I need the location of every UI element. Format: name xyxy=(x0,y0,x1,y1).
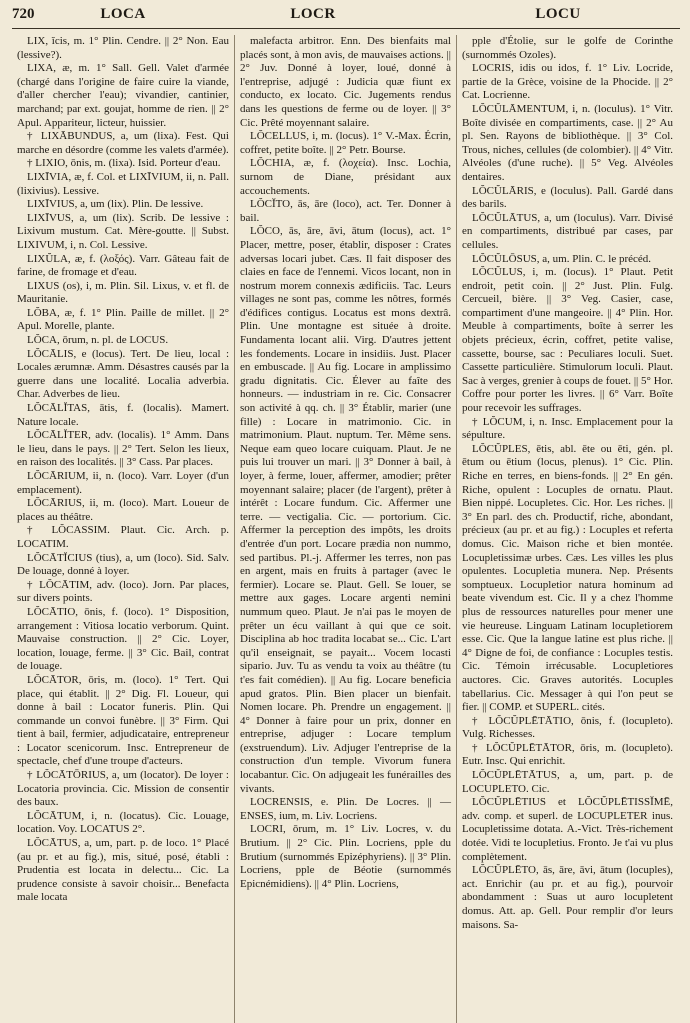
dictionary-entry: LŎCŬPLĒTĀTUS, a, um, part. p. de LOCUPLETO. Cic. xyxy=(462,769,673,795)
dictionary-entry: LŎCĀLIS, e (locus). Tert. De lieu, local : Locales ærumnæ. Amm. Désastres causés par la guerre dans une localité. Localia adverbia. Char. Adverbes de lieu. xyxy=(17,347,229,401)
page-header xyxy=(12,6,680,29)
column-left xyxy=(12,35,234,1023)
dictionary-entry: LŎCŬPLĒTO, ās, āre, āvi, ātum (locuples), act. Enrichir (au pr. et au fig.), pourvoir abondamment : Suas ut auro locupletent domus. Att. ap. Gell. Pour remplir d'or leurs maisons. Sa- xyxy=(462,864,673,931)
dictionary-entry: LŎCO, ās, āre, āvi, ātum (locus), act. 1° Placer, mettre, poser, établir, disposer : Crates adversas locari jubet. Cæs. Il fait disposer des claies en face de l'ennemi. Vicos locant, non in nostrum morem connexis ædificiis. Tac. Leurs villages ne sont pas, comme les nôtres, formés d'édifices contigus. Locatus est mons dextrâ. Plin. Une montagne est située à droite. Fundamenta locant alii. Virg. D'autres jettent les fondements. Locare in insidiis. Just. Placer en embuscade. || Au fig. Locare in amplissimo gradu dignitatis. Cic. Élever au faîte des honneurs. — industriam in re. Cic. Consacrer son activité à qq. ch. || 3° Établir, marier (une fille) : Locare in matrimonio. Cic. in matrimonium. Plaut. nuptum. Ter. Même sens. Neque eam queo locare cuiquam. Plaut. Je ne puis lui trouver un mari. || 3° Donner à bail, à loyer, à ferme, louer, affermer, amodier; prêter moyennant salaire; placer (de l'argent), prêter à intérêt : Locare fundum. Cic. Affermer une terre. — vectigalia. Cic. — portorium. Cic. Affermer la perception des impôts, les droits d'entrée d'un port. Locare prædia non nummo, sed partibus. Pl.-j. Affermer les terres, non pas en argent, mais en fruits à partager (avec le fermier). Locare se. Plaut. Gell. Se louer, se mettre aux gages. Locare argenti nemini nummum queo. Plaut. Je n'ai pas le moyen de prêter un écu vaillant à qui que ce soit. Disciplina ab hoc tradita locabat se... Cic. L'art qu'il enseignait, se payait... Vocem locasti sipario. Juv. Tu as vendu ta voix au théâtre (tu t'es fait comédien). || Au fig. Locare beneficia apud gratos. Plin. Bien placer un bienfait. Nomen locare. Ph. Prendre un engagement. || 4° Donner à faire pour un prix, donner en entreprise, adjuger : Locare templum (exstruendum). Liv. Adjuger l'entreprise de la construction d'un temple. Vivorum funera locabantur. Cic. On adjugeait les funérailles des vivants. xyxy=(240,225,451,795)
dictionary-entry: † LŎCUM, i, n. Insc. Emplacement pour la sépulture. xyxy=(462,415,673,442)
dictionary-entry: LŎCĀTUM, i, n. (locatus). Cic. Louage, location. Voy. LOCATUS 2°. xyxy=(17,809,229,836)
dictionary-entry: LŎCŬLUS, i, m. (locus). 1° Plaut. Petit endroit, petit coin. || 2° Just. Plin. Fulg. Cercueil, bière. || 3° Veg. Casier, case, compartiment d'une mangeoire. || 4° Plin. Hor. Meuble à compartiments, boîte à serrer les objets précieux, écrin, coffret, petite valise, cassette, bourse, sac : Peculiares loculi. Suet. Cassette particulière. Stimulorum loculi. Plaut. Sac à verges, grenier à coups de fouet. || 5° Hor. Coffre pour porter les livres. || 6° Varr. Boîte pour recevoir les suffrages. xyxy=(462,266,673,415)
dictionary-entry: pple d'Étolie, sur le golfe de Corinthe (surnommés Ozoles). xyxy=(462,35,673,61)
dictionary-entry: LŎCŬLĀRIS, e (loculus). Pall. Gardé dans des barils. xyxy=(462,184,673,211)
column-right xyxy=(456,35,678,1023)
dictionary-entry: LIXĪVIUS, a, um (lix). Plin. De lessive. xyxy=(27,198,204,211)
dictionary-entry: LIXĪVUS, a, um (lix). Scrib. De lessive : Lixivum mustum. Cat. Mère-goutte. || Subst. LIXIVUM, i, n. Col. Lessive. xyxy=(17,211,229,251)
page-number: 720 xyxy=(12,6,35,22)
dictionary-entry: LŎCĀTUS, a, um, part. p. de loco. 1° Placé (au pr. et au fig.), mis, situé, posé, établi : Prudentia est locata in delectu... Cic. La prudence consiste à savoir choisir... Benefacta male locata xyxy=(17,837,229,904)
dictionary-entry: LŎCĀTOR, ōris, m. (loco). 1° Tert. Qui place, qui établit. || 2° Dig. Fl. Loueur, qui donne à bail : Locator funeris. Plin. Qui commande un convoi funèbre. || 3° Firm. Qui tient à bail, fermier, adjudicataire, entrepreneur : Locator scenicorum. Insc. Entrepreneur de spectacle, chef d'une troupe d'acteurs. xyxy=(17,673,229,768)
dictionary-entry: LŎCA, ōrum, n. pl. de LOCUS. xyxy=(27,334,169,347)
dictionary-entry: LŎCŬLĀMENTUM, i, n. (loculus). 1° Vitr. Boîte divisée en compartiments, case. || 2° Au pl. Sen. Rayons de bibliothèque. || 3° Col. Trous, niches, cellules (de colombier). || 4° Vitr. Alvéoles (d'une ruche). || 5° Veg. Alvéoles dentaires. xyxy=(462,102,673,183)
dictionary-entry: † LŎCĀTIM, adv. (loco). Jorn. Par places, sur divers points. xyxy=(17,578,229,605)
dictionary-entry: LŎCĀRIUS, ii, m. (loco). Mart. Loueur de places au théâtre. xyxy=(17,497,229,523)
dictionary-entry: LŎCĀTĬCIUS (tius), a, um (loco). Sid. Salv. De louage, donné à loyer. xyxy=(17,551,229,578)
dictionary-entry: LŎCŬLĀTUS, a, um (loculus). Varr. Divisé en compartiments, distribué par cases, par cellules. xyxy=(462,211,673,251)
dictionary-entry: LIXA, æ, m. 1° Sall. Gell. Valet d'armée (chargé dans l'origine de faire cuire la viande, d'aller chercher l'eau); vivandier, cantinier, marchand; par ext. goujat, homme de rien. || 2° Apul. Appariteur, licteur, huissier. xyxy=(17,62,229,129)
dictionary-entry: LŎCŬLŌSUS, a, um. Plin. C. le précéd. xyxy=(472,252,652,265)
dictionary-entry: LŎCŬPLĒTIUS et LŎCŬPLĒTISSĬMĒ, adv. comp. et superl. de LOCUPLETER inus. Locupletissime dotata. A.-Vict. Très-richement dotée. Vidi te locupletius. Fronto. Je t'ai vu plus complètement. xyxy=(462,796,673,863)
dictionary-entry: LŎCŬPLES, ētis, abl. ēte ou ēti, gén. pl. ētum ou ētium (locus, plenus). 1° Cic. Plin. Riche en terres, en biens-fonds. || 2° En gén. Riche, opulent : Locuples de ornatu. Plaut. Bien nippé. Locupletes. Cic. Hor. Les riches. || 3° En parl. des ch. Productif, riche, abondant, précieux (au pr. et au fig.) : Locuples et referta domus. Cic. Maison riche et bien montée. Locupletissimæ urbes. Cæs. Les villes les plus opulentes. Locupletia munera. Nep. Présents somptueux. Locupletior natura hominum ad beate vivendum est. Cic. Il y a chez l'homme plus de ressources naturelles pour mener une vie heureuse. Linguam Latinam locupletiorem esse. Cic. Que la langue latine est plus riche. || 4° Digne de foi, de confiance : Locuples testis. Cic. Témoin irrécusable. Locupletiores auctores. Cic. Graves autorités. Locuples tabellarius. Cic. Messager à qui l'on peut se fier. || COMP. et SUPERL. cités. xyxy=(462,442,673,714)
dictionary-entry: LŎCĀTIO, ōnis, f. (loco). 1° Disposition, arrangement : Vitiosa locatio verborum. Quint. Mauvaise construction. || 2° Cic. Loyer, location, louage, ferme. || 3° Cic. Bail, contrat de louage. xyxy=(17,605,229,673)
dictionary-entry: † LŎCŬPLĒTĀTOR, ōris, m. (locupleto). Eutr. Insc. Qui enrichit. xyxy=(462,741,673,768)
dictionary-entry: LOCRI, ōrum, m. 1° Liv. Locres, v. du Brutium. || 2° Cic. Plin. Locriens, pple du Brutium (surnommés Epizéphyriens). || 3° Plin. Locriens, pple de Béotie (surnommés Epicnémidiens). || 4° Plin. Locriens, xyxy=(240,823,451,890)
column-middle xyxy=(234,35,456,1023)
columns xyxy=(12,35,680,1023)
dictionary-entry: † LŎCĀTŌRIUS, a, um (locator). De loyer : Locatoria provincia. Cic. Mission de consentir des baux. xyxy=(17,769,229,809)
dictionary-entry: † LŎCŬPLĒTĀTIO, ōnis, f. (locupleto). Vulg. Richesses. xyxy=(462,714,673,741)
dictionary-entry: LOCRIS, idis ou idos, f. 1° Liv. Locride, partie de la Grèce, voisine de la Phocide. || 2° Cat. Locrienne. xyxy=(462,62,673,102)
dictionary-entry: LIXŬLA, æ, f. (λοξός). Varr. Gâteau fait de farine, de fromage et d'eau. xyxy=(17,252,229,279)
dictionary-entry: LŎCĀLĬTAS, ātis, f. (localis). Mamert. Nature locale. xyxy=(17,402,229,428)
running-head-right: LOCU xyxy=(535,6,581,22)
dictionary-entry: LŎBA, æ, f. 1° Plin. Paille de millet. || 2° Apul. Morelle, plante. xyxy=(17,306,229,333)
dictionary-entry: LŎCELLUS, i, m. (locus). 1° V.-Max. Écrin, coffret, petite boîte. || 2° Petr. Bourse. xyxy=(240,130,451,156)
dictionary-entry: malefacta arbitror. Enn. Des bienfaits mal placés sont, à mon avis, de mauvaises actions. || 2° Juv. Donné à loyer, loué, donné à l'entreprise, adjugé : Judicia quæ fiunt ex conducto, ex locato. Cic. Jugements rendus dans les questions de ferme ou de loyer. || 3° Cic. Prêté moyennant salaire. xyxy=(240,35,451,129)
dictionary-entry: LŎCĬTO, ās, āre (loco), act. Ter. Donner à bail. xyxy=(240,198,451,224)
dictionary-entry: LŎCĀLĬTER, adv. (localis). 1° Amm. Dans le lieu, dans le pays. || 2° Tert. Selon les lieux, en raison des localités. || 3° Cass. Par places. xyxy=(17,429,229,469)
dictionary-entry: † LIXIO, ōnis, m. (lixa). Isid. Porteur d'eau. xyxy=(27,157,221,170)
dictionary-entry: LOCRENSIS, e. Plin. De Locres. || — ENSES, ium, m. Liv. Locriens. xyxy=(240,796,451,822)
running-head-left: LOCA xyxy=(100,6,146,22)
dictionary-entry: † LIXĀBUNDUS, a, um (lixa). Fest. Qui marche en désordre (comme les valets d'armée). xyxy=(17,130,229,156)
dictionary-entry: LIX, ĭcis, m. 1° Plin. Cendre. || 2° Non. Eau (lessive?). xyxy=(17,35,229,61)
dictionary-entry: † LŎCASSIM. Plaut. Cic. Arch. p. LOCATIM. xyxy=(17,524,229,550)
dictionary-entry: LŎCHIA, æ, f. (λοχεία). Insc. Lochia, surnom de Diane, présidant aux accouchements. xyxy=(240,157,451,197)
running-head-center: LOCR xyxy=(290,6,336,22)
dictionary-entry: LIXUS (os), i, m. Plin. Sil. Lixus, v. et fl. de Mauritanie. xyxy=(17,279,229,306)
dictionary-entry: LŎCĀRIUM, ii, n. (loco). Varr. Loyer (d'un emplacement). xyxy=(17,470,229,496)
dictionary-entry: LIXĪVIA, æ, f. Col. et LIXĪVIUM, ii, n. Pall. (lixivius). Lessive. xyxy=(17,170,229,197)
